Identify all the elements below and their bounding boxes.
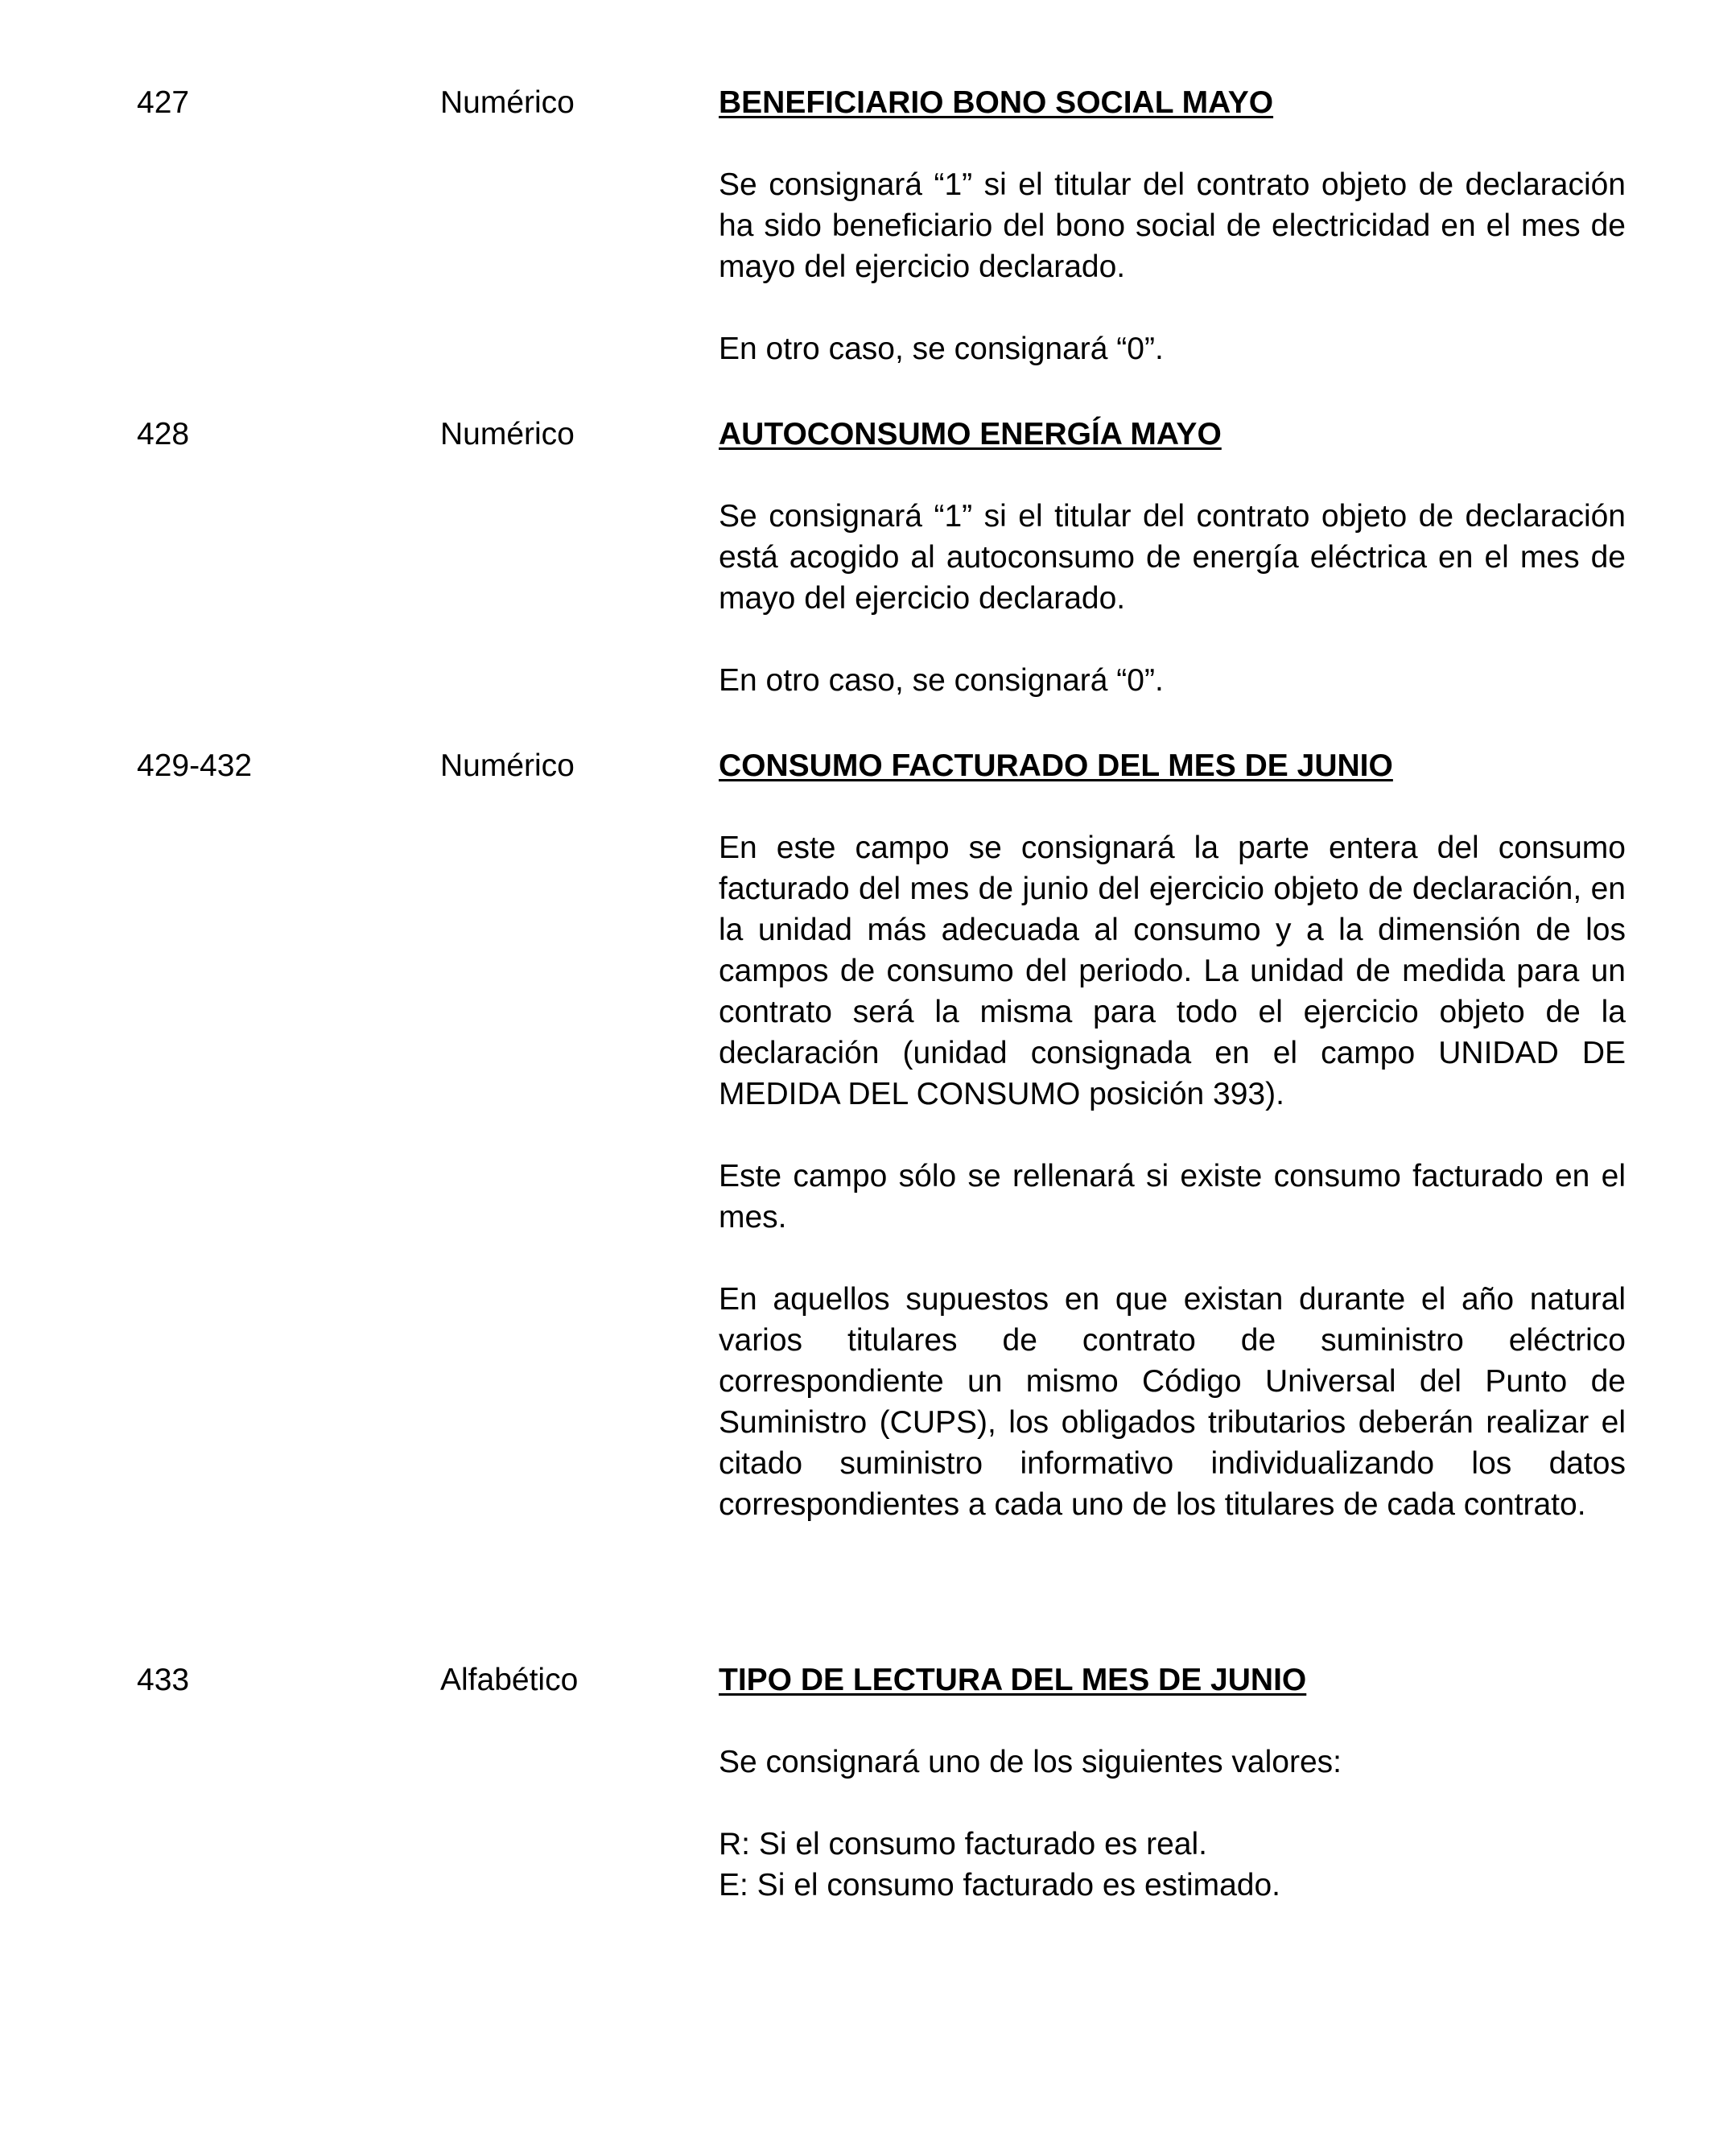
field-type: Numérico <box>440 85 575 120</box>
field-paragraph: En otro caso, se consignará “0”. <box>719 663 1164 698</box>
field-paragraph: Se consignará “1” si el titular del contrato objeto de declaración está acogido al autoconsumo de energía eléctrica en el mes de mayo del ejercicio declarado. <box>719 499 1626 616</box>
field-paragraph: Se consignará “1” si el titular del contrato objeto de declaración ha sido beneficiario del bono social de electricidad en el mes de mayo del ejercicio declarado. <box>719 167 1626 284</box>
field-type: Alfabético <box>440 1663 579 1697</box>
field-title: BENEFICIARIO BONO SOCIAL MAYO <box>719 85 1274 120</box>
field-title: CONSUMO FACTURADO DEL MES DE JUNIO <box>719 748 1393 783</box>
field-description <box>719 745 1626 1525</box>
field-paragraph: En otro caso, se consignará “0”. <box>719 332 1164 366</box>
field-position: 429-432 <box>137 748 253 783</box>
field-description <box>719 1659 1626 1906</box>
field-intro: Se consignará uno de los siguientes valores: <box>719 1745 1342 1779</box>
option-item: E: Si el consumo facturado es estimado. <box>719 1868 1281 1902</box>
option-list <box>719 1824 1626 1906</box>
option-item: R: Si el consumo facturado es real. <box>719 1827 1207 1861</box>
field-type: Numérico <box>440 748 575 783</box>
field-description <box>719 82 1626 369</box>
field-type: Numérico <box>440 417 575 451</box>
field-position: 433 <box>137 1663 190 1697</box>
field-paragraph: En este campo se consignará la parte entera del consumo facturado del mes de junio del ejercicio objeto de declaración, en la unidad más adecuada al consumo y a la dimensión de los campos de consumo del periodo. La unidad de medida para un contrato será la misma para todo el ejercicio objeto de la declaración (unidad consignada en el campo UNIDAD DE MEDIDA DEL CONSUMO posición 393). <box>719 831 1626 1111</box>
field-position: 427 <box>137 85 190 120</box>
field-title: TIPO DE LECTURA DEL MES DE JUNIO <box>719 1663 1307 1697</box>
field-paragraph: Este campo sólo se rellenará si existe consumo facturado en el mes. <box>719 1159 1626 1235</box>
field-description <box>719 414 1626 701</box>
field-position: 428 <box>137 417 190 451</box>
field-paragraph: En aquellos supuestos en que existan durante el año natural varios titulares de contrato de suministro eléctrico correspondiente un mismo Código Universal del Punto de Suministro (CUPS), los obligados tributarios deberán realizar el citado suministro informativo individualizando los datos correspondientes a cada uno de los titulares de cada contrato. <box>719 1282 1626 1522</box>
field-title: AUTOCONSUMO ENERGÍA MAYO <box>719 417 1222 451</box>
